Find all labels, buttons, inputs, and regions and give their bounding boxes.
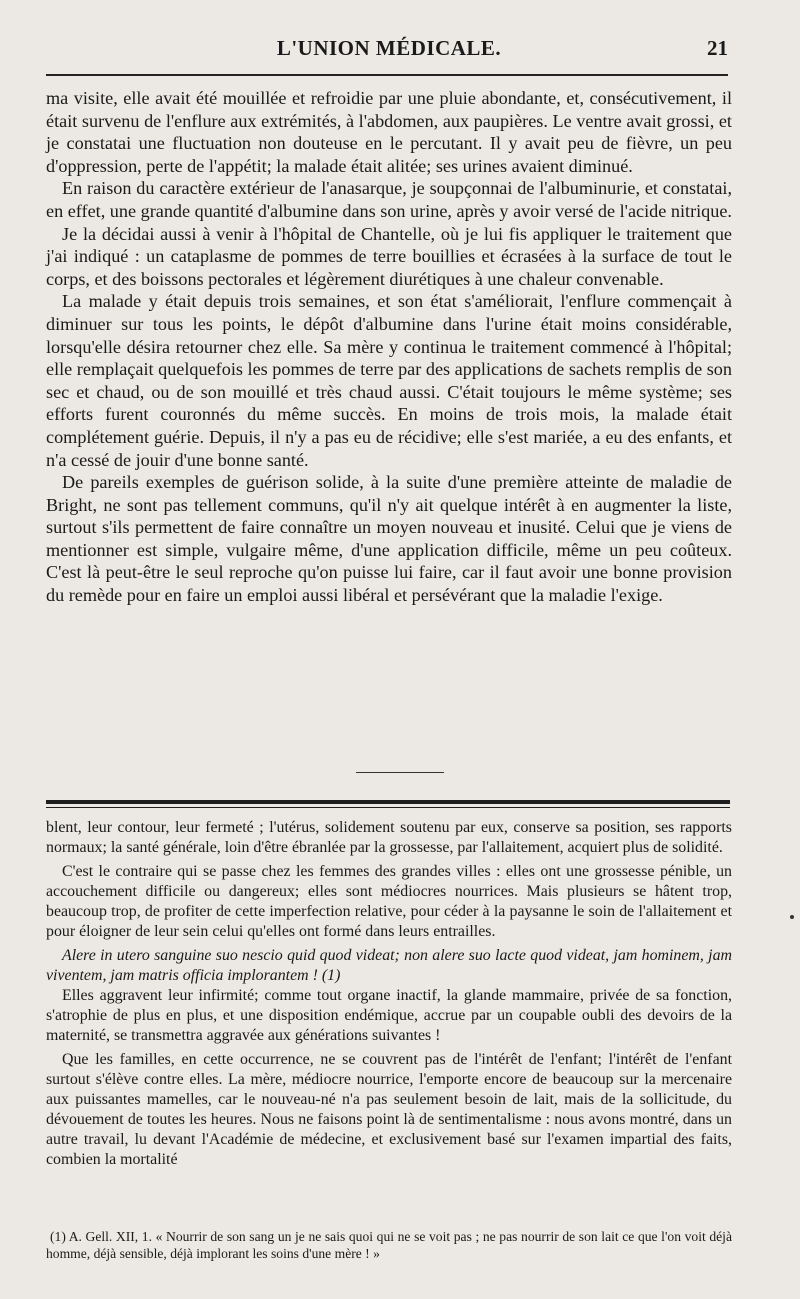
- paragraph: Que les familles, en cette occurrence, ne se couvrent pas de l'intérêt de l'enfant; l'intérêt de l'enfant surtout s'élève contre elles. La mère, médiocre nourrice, l'emporte encore de beaucoup sur la mercenaire aux puissantes mamelles, car le nouveau-né n'a pas seulement besoin de lait, mais de la sollicitude, du dévouement de toutes les heures. Nous ne faisons point là de sentimentalisme : nous avons montré, dans un autre travail, lu devant l'Académie de médecine, et exclusivement basé sur l'examen impartial des faits, combien la mortalité: [46, 1051, 732, 1168]
- upper-article: [46, 87, 732, 607]
- paragraph: De pareils exemples de guérison solide, à la suite d'une première atteinte de maladie de Bright, ne sont pas tellement communs, qu'il n'y ait quelque intérêt à en augmenter la liste, surtout s'ils permettent de faire connaître un moyen nouveau et inusité. Celui que je viens de mentionner est simple, vulgaire même, d'une application difficile, même un peu coûteux. C'est là peut-être le seul reproche qu'on puisse lui faire, car il faut avoir une bonne provision du remède pour en faire un emploi aussi libéral et persévérant que la maladie l'exige.: [46, 472, 732, 606]
- running-title: L'UNION MÉDICALE.: [276, 36, 502, 60]
- lower-article: [46, 818, 732, 1170]
- page-header: [46, 36, 732, 66]
- paragraph: En raison du caractère extérieur de l'anasarque, je soupçonnai de l'albuminurie, et constatai, en effet, une grande quantité d'albumine dans son urine, après y avoir versé de l'acide nitrique.: [46, 178, 732, 221]
- paragraph: C'est le contraire qui se passe chez les femmes des grandes villes : elles ont une grossesse pénible, un accouchement difficile ou dangereux; elles sont médiocres nourrices. Mais plusieurs se hâtent trop, beaucoup trop, de profiter de cette imperfection relative, pour céder à la paysanne le soin de l'allaitement et pour éloigner de leur sein celui qu'elles ont formé dans leurs entrailles.: [46, 863, 732, 940]
- latin-quote: Alere in utero sanguine suo nescio quid quod videat; non alere suo lacte quod videat, jam hominem, jam viventem, jam matris officia implorantem ! (1): [46, 947, 732, 984]
- paragraph: blent, leur contour, leur fermeté ; l'utérus, solidement soutenu par eux, conserve sa position, ses rapports normaux; la santé générale, loin d'être ébranlée par la grossesse, par l'allaitement, acquiert plus de solidité.: [46, 819, 732, 856]
- paragraph: La malade y était depuis trois semaines, et son état s'améliorait, l'enflure commençait à diminuer sur tous les points, le dépôt d'albumine dans l'urine était moins considérable, lorsqu'elle désira retourner chez elle. Sa mère y continua le traitement commencé à l'hôpital; elle remplaçait quelquefois les pommes de terre par des applications de sachets remplis de son sec et chaud, ou de son mouillé et très chaud aussi. C'était toujours le même système; ses efforts furent couronnés du même succès. En moins de trois mois, la malade était complétement guérie. Depuis, il n'y a pas eu de récidive; elle s'est mariée, a eu des enfants, et n'a cessé de jouir d'une bonne santé.: [46, 291, 732, 470]
- article-end-rule: [356, 772, 444, 773]
- paragraph: Je la décidai aussi à venir à l'hôpital de Chantelle, où je lui fis appliquer le traitement que j'ai indiqué : un cataplasme de pommes de terre bouillies et écrasées à la surface de tout le corps, et des boissons pectorales et légèrement diurétiques à une chaleur convenable.: [46, 223, 732, 289]
- paragraph: Elles aggravent leur infirmité; comme tout organe inactif, la glande mammaire, privée de sa fonction, s'atrophie de plus en plus, et une disposition endémique, accrue par un coupable oubli des devoirs de la maternité, se transmettra aggravée aux générations suivantes !: [46, 987, 732, 1044]
- header-rule: [46, 74, 728, 76]
- page-number: 21: [707, 36, 728, 60]
- paragraph: ma visite, elle avait été mouillée et refroidie par une pluie abondante, et, consécutivement, il était survenu de l'enflure aux extrémités, à l'abdomen, aux paupières. Le ventre avait grossi, et je constatai une fluctuation non douteuse en le percutant. Il y avait peu de fièvre, un peu d'oppression, perte de l'appétit; la malade était alitée; ses urines avaient diminué.: [46, 88, 732, 176]
- section-separator-thin: [46, 807, 730, 808]
- footnote: (1) A. Gell. XII, 1. « Nourrir de son sang un je ne sais quoi qui ne se voit pas ; ne pas nourrir de son lait ce que l'on voit déjà homme, déjà sensible, déjà implorant les soins d'une mère ! »: [46, 1229, 732, 1261]
- section-separator-thick: [46, 800, 730, 804]
- ink-speck: [790, 915, 794, 919]
